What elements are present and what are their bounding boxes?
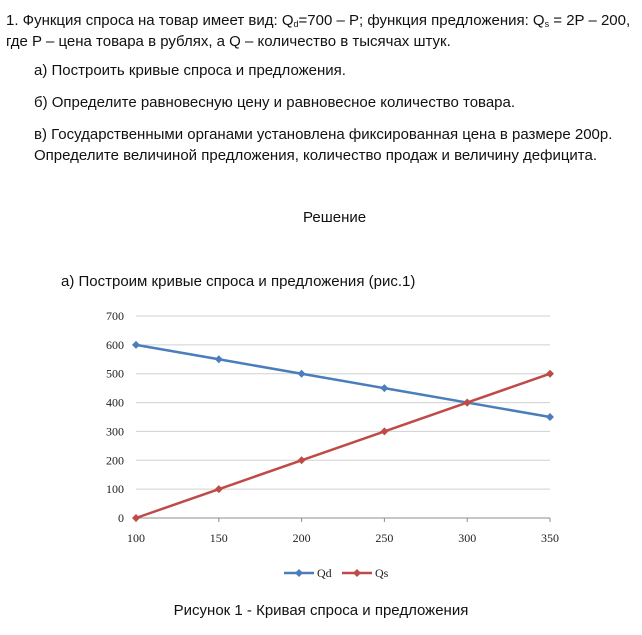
- series-line-qs: [136, 374, 550, 518]
- chart-gridlines: [136, 316, 550, 518]
- task-a: а) Построить кривые спроса и предложения.: [34, 62, 346, 79]
- task-c-line-2: Определите величиной предложения, количество продаж и величину дефицита.: [34, 147, 597, 164]
- legend-label: Qd: [317, 566, 332, 580]
- data-point: [380, 427, 388, 435]
- legend-marker: [353, 569, 361, 577]
- data-point: [546, 413, 554, 421]
- legend-label: Qs: [375, 566, 389, 580]
- solution-step-a: а) Построим кривые спроса и предложения (рис.1): [61, 273, 416, 290]
- task-b: б) Определите равновесную цену и равновесное количество товара.: [34, 94, 516, 111]
- y-tick-label: 200: [106, 453, 124, 468]
- data-point: [298, 370, 306, 378]
- legend-marker: [295, 569, 303, 577]
- solution-heading: Решение: [303, 209, 367, 226]
- x-axis-ticks: [127, 518, 559, 545]
- data-point: [546, 370, 554, 378]
- task-c-line-1: в) Государственными органами установлена фиксированная цена в размере 200р.: [34, 126, 613, 143]
- x-tick-label: 300: [458, 531, 477, 545]
- x-tick-label: 250: [375, 531, 394, 545]
- data-point: [298, 456, 306, 464]
- y-tick-label: 700: [106, 309, 124, 323]
- y-tick-label: 400: [106, 395, 124, 410]
- problem-line-1: 1. Функция спроса на товар имеет вид: $Q_d=700 - P$; функция предложения: $Q_s = 2P - 200$,: [6, 12, 631, 29]
- data-point: [132, 341, 140, 349]
- y-tick-label: 500: [106, 366, 124, 381]
- figure-caption: Рисунок 1 - Кривая спроса и предложения: [173, 602, 469, 619]
- data-point: [380, 384, 388, 392]
- data-point: [215, 485, 223, 493]
- y-tick-label: 300: [106, 424, 124, 439]
- data-point: [132, 514, 140, 522]
- problem-line-2: где P – цена товара в рублях, а Q – количество в тысячах штук.: [6, 33, 451, 50]
- chart-legend: [284, 566, 389, 580]
- x-tick-label: 100: [127, 531, 145, 545]
- y-tick-label: 600: [106, 337, 124, 352]
- x-tick-label: 150: [209, 531, 228, 545]
- y-axis-ticks: [106, 309, 124, 525]
- data-point: [215, 355, 223, 363]
- y-tick-label: 100: [106, 482, 124, 497]
- x-tick-label: 350: [541, 531, 559, 545]
- series-line-qd: [136, 345, 550, 417]
- y-tick-label: 0: [118, 511, 124, 525]
- data-point: [463, 399, 471, 407]
- supply-demand-chart: [94, 302, 574, 592]
- x-tick-label: 200: [292, 531, 311, 545]
